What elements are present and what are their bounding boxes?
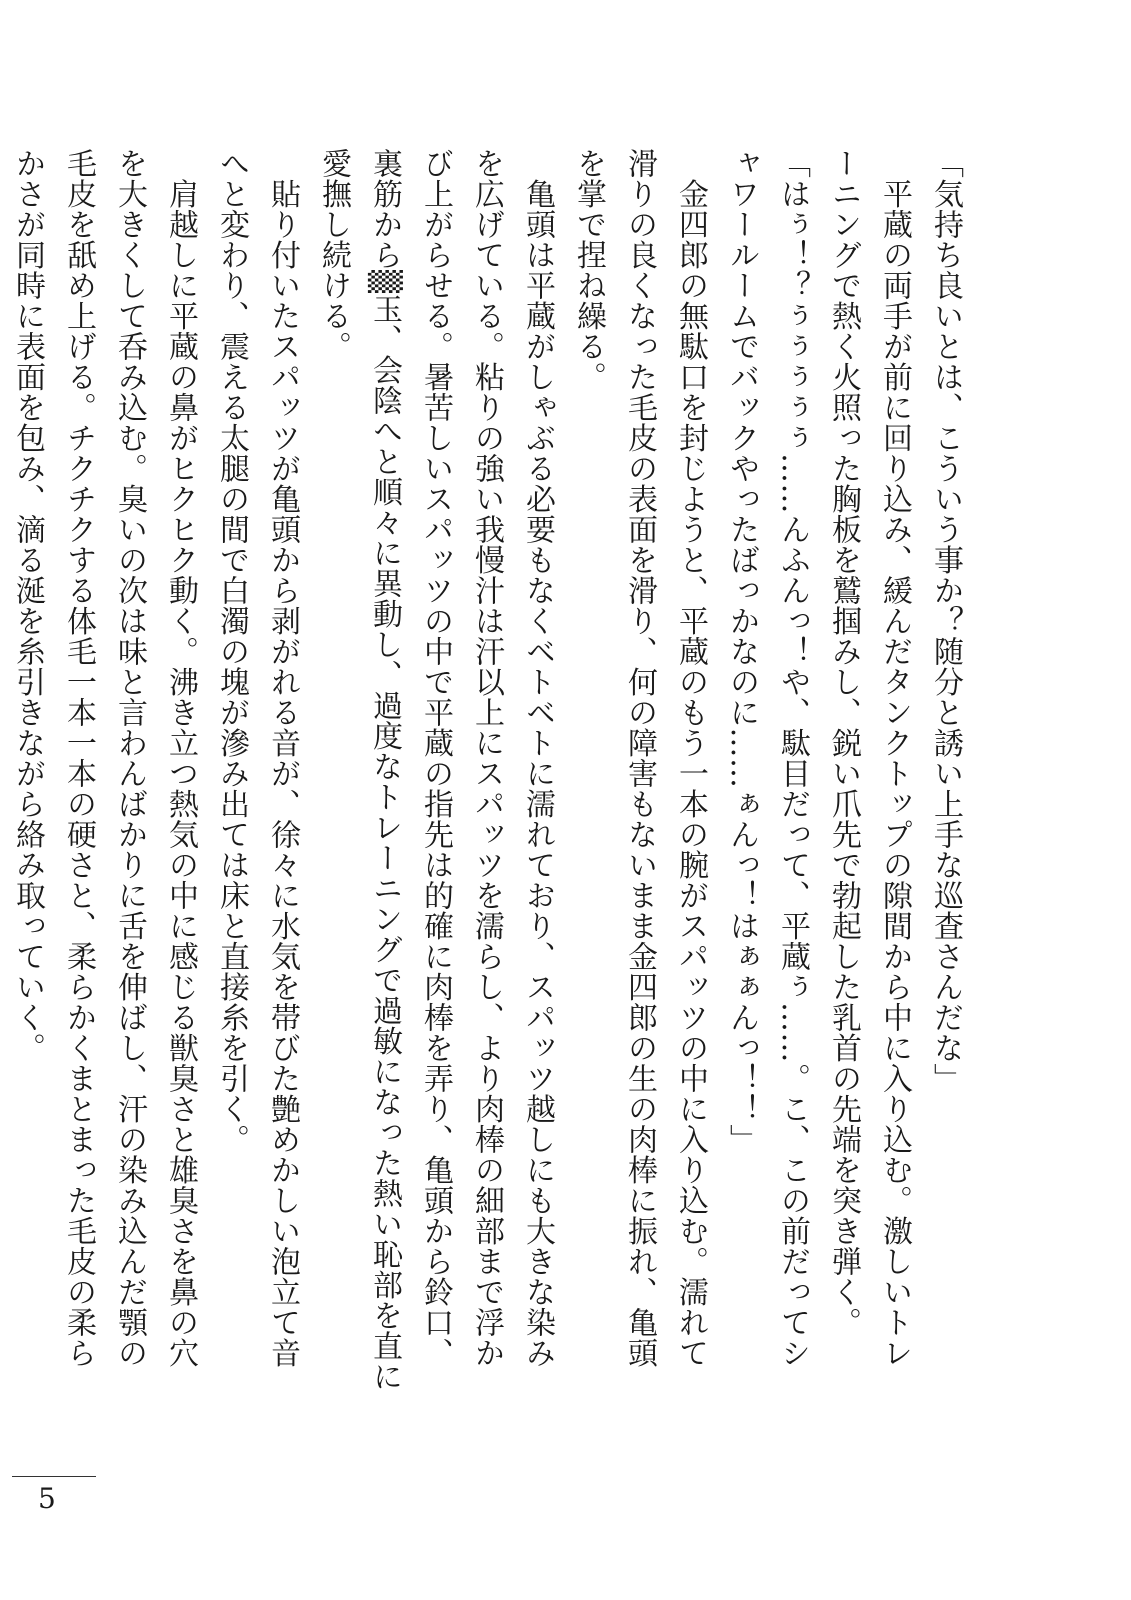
paragraph: 金四郎の無駄口を封じようと、平蔵のもう一本の腕がスパッツの中に入り込む。濡れて滑りの良くなった毛皮の表面を滑り、何の障害もないまま金四郎の生の肉棒に振れ、亀頭を掌で捏ね繰る。 — [571, 148, 708, 1368]
vertical-text-body — [0, 148, 971, 1398]
page-number: 5 — [38, 1482, 56, 1515]
paragraph: 「気持ち良いとは、こういう事か？随分と誘い上手な巡査さんだな」 — [928, 148, 963, 1094]
paragraph — [0, 148, 2, 1398]
paragraph: 「はぅ！？ぅぅぅぅぅ……んふんっ！や、駄目だって、平蔵ぅ……。こ、この前だってシャワールームでバックやったばっかなのに……ぁんっ！はぁぁんっ！！」 — [724, 148, 810, 1368]
paragraph: 亀頭は平蔵がしゃぶる必要もなくベトベトに濡れており、スパッツ越しにも大きな染みを広げている。粘りの強い我慢汁は汗以上にスパッツを濡らし、より肉棒の細部まで浮かび上がらせる。暑苦しいスパッツの中で平蔵の指先は的確に肉棒を弄り、亀頭から鈴口、裏筋から▒玉、会陰へと順々に異動し、過度なトレーニングで過敏になった熱い恥部を直に愛撫し続ける。 — [316, 148, 555, 1392]
paragraph: 肩越しに平蔵の鼻がヒクヒク動く。沸き立つ熱気の中に感じる獣臭さと雄臭さを鼻の穴を大きくして呑み込む。臭いの次は味と言わんばかりに舌を伸ばし、汗の染み込んだ顎の毛皮を舐め上げる。チクチクする体毛一本一本の硬さと、柔らかくまとまった毛皮の柔らかさが同時に表面を包み、滴る涎を糸引きながら絡み取っていく。 — [10, 148, 198, 1368]
paragraph: 貼り付いたスパッツが亀頭から剥がれる音が、徐々に水気を帯びた艶めかしい泡立て音へと変わり、震える太腿の間で白濁の塊が滲み出ては床と直接糸を引く。 — [214, 148, 300, 1368]
paragraph: 平蔵の両手が前に回り込み、緩んだタンクトップの隙間から中に入り込む。激しいトレーニングで熱く火照った胸板を鷲掴みし、鋭い爪先で勃起した乳首の先端を突き弾く。 — [826, 148, 912, 1368]
footer-divider — [12, 1476, 96, 1477]
